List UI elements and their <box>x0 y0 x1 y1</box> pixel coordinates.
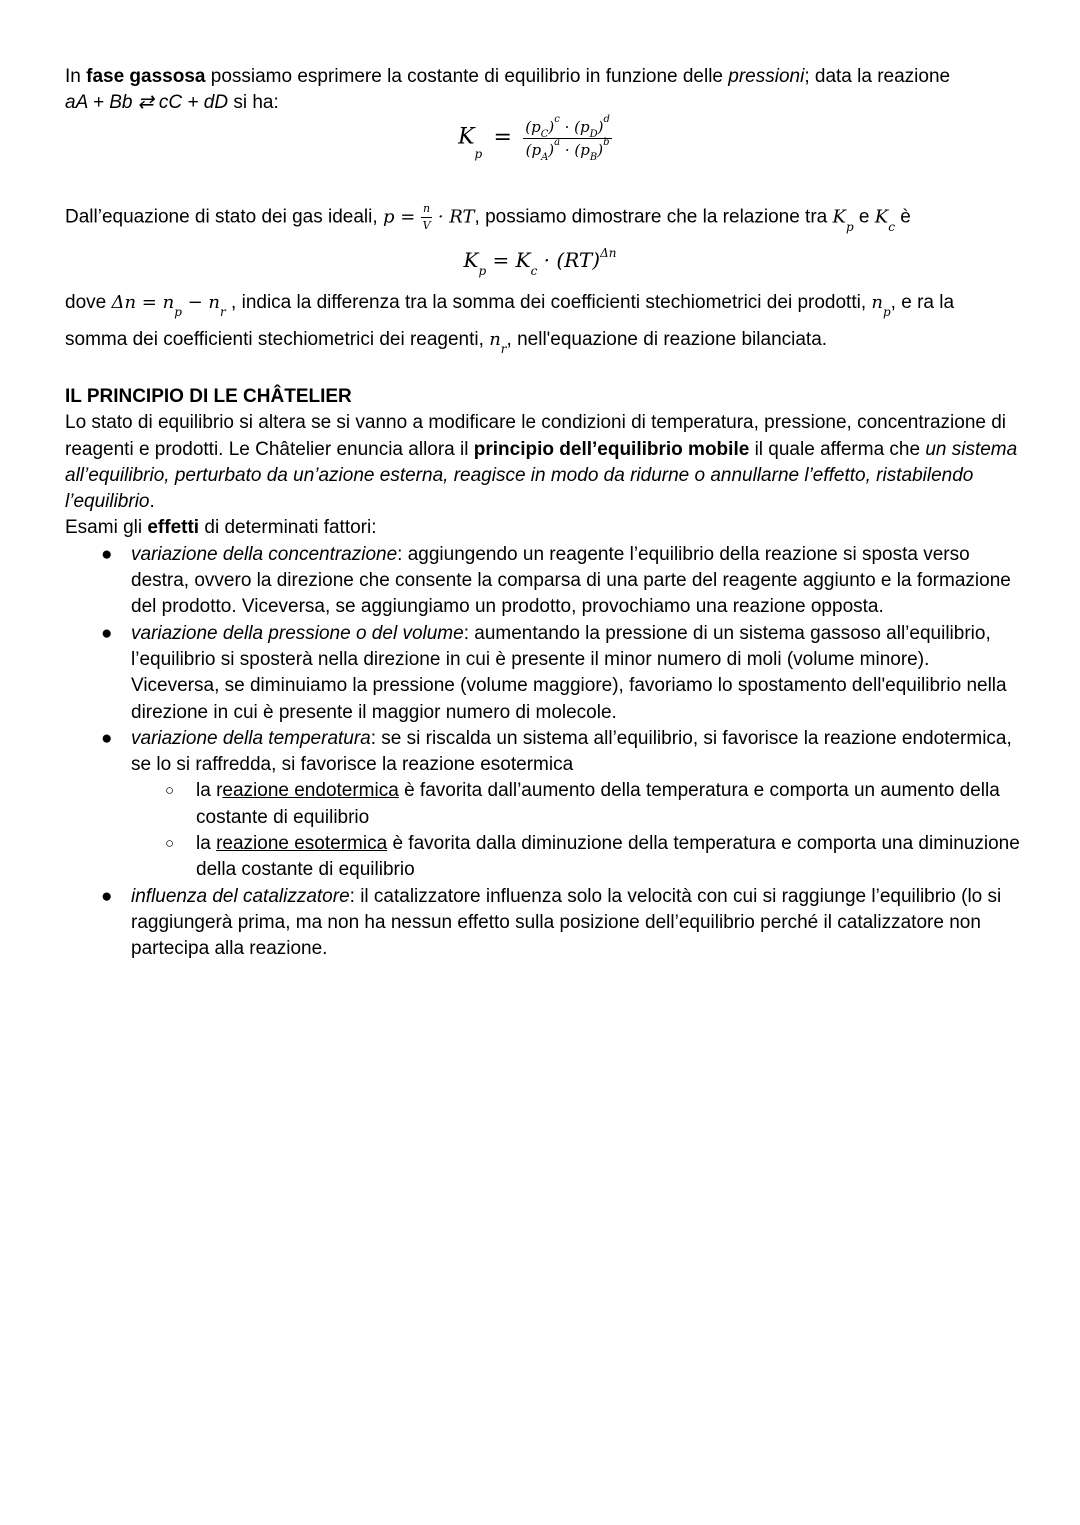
n-symbol: n <box>489 329 501 350</box>
text: si ha: <box>228 92 279 114</box>
text: e <box>853 206 875 228</box>
subscript: p <box>474 146 483 161</box>
text: la <box>196 833 217 855</box>
circle-bullet-icon: ○ <box>165 782 175 800</box>
text: Lo stato di equilibrio si altera se si vanno a modificare le condizioni di temperatura, pressione, concentrazione di reagenti e prodotti. Le Châtelier enuncia allora il <box>65 412 1007 460</box>
intro-paragraph <box>65 64 1025 117</box>
text: , e ra la somma dei coefficienti stechiometrici dei reagenti, <box>65 292 955 350</box>
numerator: n <box>421 203 432 218</box>
t: D <box>589 129 598 140</box>
p-symbol: p <box>382 206 395 228</box>
subscript: p <box>845 219 854 234</box>
reaction-equation: aA + Bb ⇄ cC + dD <box>65 92 229 114</box>
t: A <box>541 152 549 163</box>
text: è favorita dall’aumento della temperatura e comporta un aumento della costante di equilibrio <box>196 780 1000 828</box>
effects-list <box>65 542 1020 963</box>
t: ) <box>548 141 555 159</box>
item-text: : aggiungendo un reagente l’equilibrio della reazione si sposta verso destra, ovvero la direzione che consente la comparsa di una parte del reagente aggiunto e la formazione del prodotto. Viceversa, se aggiungiamo un prodotto, provochiamo una reazione opposta. <box>131 543 1011 618</box>
k-symbol: K <box>458 124 475 150</box>
numerator <box>523 114 612 140</box>
item-title: variazione della temperatura <box>131 727 371 749</box>
bold-term: principio dell’equilibrio mobile <box>473 438 750 460</box>
bullet-icon: ● <box>101 543 113 565</box>
bold-term: fase gassosa <box>86 66 206 87</box>
italic-statement: un sistema all’equilibrio, perturbato da un’azione esterna, reagisce in modo da ridurne o annullarne l’effetto, ristabilendo l’equilibrio <box>65 438 1018 513</box>
text: Dall’equazione di stato dei gas ideali, <box>65 206 383 228</box>
text: è <box>894 206 911 228</box>
underlined-term: reazione esotermica <box>216 833 388 855</box>
fraction <box>523 114 612 163</box>
text: Esami gli <box>65 517 148 539</box>
subscript: c <box>530 264 538 278</box>
t: c <box>554 114 560 125</box>
t: (p <box>525 118 541 136</box>
subscript: r <box>500 342 507 356</box>
t: C <box>540 129 549 140</box>
equals-sign: = <box>493 124 512 150</box>
item-title: variazione della concentrazione <box>131 543 398 565</box>
t: b <box>603 137 610 148</box>
list-item <box>65 884 1020 963</box>
k-symbol: K <box>463 248 479 272</box>
ideal-gas-paragraph <box>65 203 1025 232</box>
list-item <box>65 726 1020 779</box>
subscript: r <box>220 305 226 319</box>
delta-n: Δn = n <box>111 292 175 313</box>
rt-term: · (RT) <box>537 248 601 272</box>
t: · (p <box>559 118 590 136</box>
text: In <box>65 66 87 87</box>
t: d <box>603 114 610 125</box>
le-chatelier-section <box>65 384 1020 963</box>
kp-formula <box>0 114 1080 163</box>
t: ) <box>597 141 604 159</box>
italic-term: pressioni <box>728 66 805 87</box>
kp-kc-formula <box>0 246 1080 278</box>
text: è favorita dalla diminuzione della temperatura e comporta una diminuzione della costante di equilibrio <box>196 833 1020 881</box>
item-title: variazione della pressione o del volume <box>131 622 464 644</box>
subscript: c <box>888 219 895 234</box>
list-item <box>65 542 1020 621</box>
section-heading: IL PRINCIPIO DI LE CHÂTELIER <box>65 386 352 407</box>
circle-bullet-icon: ○ <box>165 835 175 853</box>
denominator: V <box>422 219 431 232</box>
t: B <box>589 152 598 163</box>
subscript: p <box>174 305 182 319</box>
subscript: p <box>882 305 891 319</box>
sub-list-item <box>65 778 1020 831</box>
t: (p <box>525 141 542 159</box>
text: , possiamo dimostrare che la relazione tra <box>474 206 833 228</box>
exponent: Δn <box>600 246 617 260</box>
n-symbol: n <box>871 292 883 313</box>
text: , indica la differenza tra la somma dei coefficienti stechiometrici dei prodotti, <box>225 292 872 313</box>
t: · (p <box>560 141 590 159</box>
text: di determinati fattori: <box>199 517 377 539</box>
bullet-icon: ● <box>101 885 113 907</box>
item-title: influenza del catalizzatore <box>131 885 350 907</box>
n-over-v <box>421 203 432 232</box>
denominator <box>523 137 612 163</box>
delta-paragraph <box>65 285 1015 359</box>
sub-list-item <box>65 831 1020 884</box>
subscript: p <box>478 264 487 278</box>
k-symbol: K <box>874 206 889 228</box>
item-text: : il catalizzatore influenza solo la velocità con cui si raggiunge l’equilibrio (lo si raggiungerà prima, ma non ha nessun effetto sulla posizione dell’equilibrio perché il catalizzatore non partecipa alla reazione. <box>131 885 1002 960</box>
text: dove <box>65 292 112 313</box>
bullet-icon: ● <box>101 622 113 644</box>
t: ) <box>548 118 555 136</box>
item-text: : se si riscalda un sistema all’equilibrio, si favorisce la reazione endotermica, se lo si raffredda, si favorisce la reazione esotermica <box>131 727 1012 776</box>
text: , nell'equazione di reazione bilanciata. <box>506 329 828 350</box>
t: ) <box>597 118 604 136</box>
t: a <box>554 137 561 148</box>
text: il quale afferma che <box>749 438 926 460</box>
rt: · RT <box>432 206 475 228</box>
equals-k: = K <box>486 248 531 272</box>
text: . <box>149 491 155 513</box>
text: possiamo esprimere la costante di equilibrio in funzione delle <box>205 66 729 87</box>
text: la r <box>196 780 223 802</box>
equals-sign: = <box>394 206 421 228</box>
bullet-icon: ● <box>101 727 113 749</box>
list-item <box>65 621 1020 726</box>
text: ; data la reazione <box>804 66 951 87</box>
bold-term: effetti <box>147 517 200 539</box>
minus-n: − n <box>181 292 221 313</box>
item-text: : aumentando la pressione di un sistema gassoso all’equilibrio, l’equilibrio si sposterà nella direzione in cui è presente il minor numero di moli (volume minore). Viceversa, se diminuiamo la pressione (volume maggiore), favoriamo lo spostamento dell'equilibrio nella direzione in cui è presente il maggior numero di molecole. <box>131 622 1007 723</box>
underlined-term: eazione endotermica <box>222 780 399 802</box>
k-symbol: K <box>832 206 846 228</box>
